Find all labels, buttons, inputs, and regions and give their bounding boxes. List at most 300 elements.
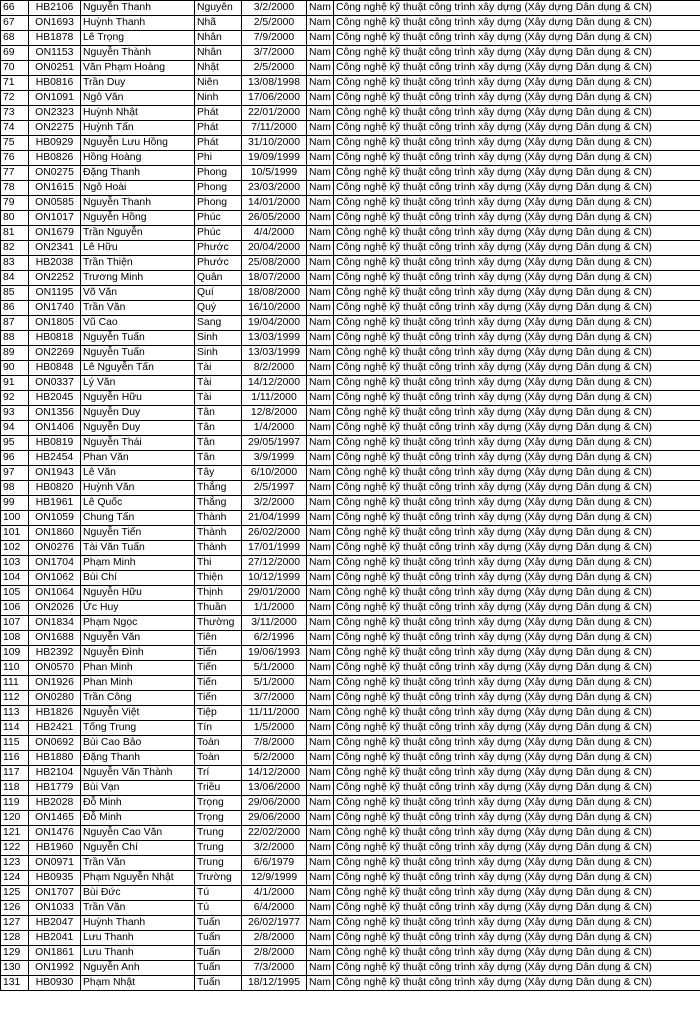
first-name-cell: Tiến [195,661,242,676]
major-cell: Công nghệ kỹ thuật công trình xây dựng (Xây dựng Dân dụng & CN) [334,826,700,841]
table-row [1,151,700,166]
student-code-cell: HB0848 [29,361,81,376]
first-name-cell: Tân [195,451,242,466]
gender-cell: Nam [307,271,334,286]
birth-date-cell: 5/1/2000 [242,661,307,676]
first-name-cell: Nguyên [195,1,242,16]
student-code-cell: ON1707 [29,886,81,901]
table-row [1,556,700,571]
row-number-cell: 72 [1,91,29,106]
student-code-cell: HB0935 [29,871,81,886]
gender-cell: Nam [307,436,334,451]
table-row [1,736,700,751]
major-cell: Công nghệ kỹ thuật công trình xây dựng (Xây dựng Dân dụng & CN) [334,286,700,301]
birth-date-cell: 6/2/1996 [242,631,307,646]
first-name-cell: Tuấn [195,931,242,946]
table-row [1,481,700,496]
major-cell: Công nghệ kỹ thuật công trình xây dựng (Xây dựng Dân dụng & CN) [334,391,700,406]
last-name-cell: Tống Trung [81,721,195,736]
last-name-cell: Trần Văn [81,856,195,871]
gender-cell: Nam [307,976,334,991]
major-cell: Công nghệ kỹ thuật công trình xây dựng (Xây dựng Dân dụng & CN) [334,766,700,781]
gender-cell: Nam [307,496,334,511]
row-number-cell: 107 [1,616,29,631]
last-name-cell: Huỳnh Nhật [81,106,195,121]
table-row [1,286,700,301]
last-name-cell: Nguyễn Văn Thành [81,766,195,781]
last-name-cell: Nguyễn Hữu [81,391,195,406]
student-code-cell: ON1693 [29,16,81,31]
gender-cell: Nam [307,151,334,166]
major-cell: Công nghệ kỹ thuật công trình xây dựng (Xây dựng Dân dụng & CN) [334,616,700,631]
major-cell: Công nghệ kỹ thuật công trình xây dựng (Xây dựng Dân dụng & CN) [334,691,700,706]
table-row [1,646,700,661]
student-code-cell: HB2038 [29,256,81,271]
birth-date-cell: 10/12/1999 [242,571,307,586]
last-name-cell: Nguyễn Tuấn [81,346,195,361]
row-number-cell: 116 [1,751,29,766]
first-name-cell: Tuấn [195,961,242,976]
last-name-cell: Lê Nguyễn Tấn [81,361,195,376]
first-name-cell: Toàn [195,751,242,766]
gender-cell: Nam [307,901,334,916]
major-cell: Công nghệ kỹ thuật công trình xây dựng (Xây dựng Dân dụng & CN) [334,466,700,481]
gender-cell: Nam [307,391,334,406]
row-number-cell: 69 [1,46,29,61]
table-row [1,796,700,811]
gender-cell: Nam [307,886,334,901]
major-cell: Công nghệ kỹ thuật công trình xây dựng (Xây dựng Dân dụng & CN) [334,781,700,796]
table-row [1,706,700,721]
row-number-cell: 79 [1,196,29,211]
birth-date-cell: 2/5/2000 [242,16,307,31]
last-name-cell: Vũ Cao [81,316,195,331]
birth-date-cell: 7/11/2000 [242,121,307,136]
last-name-cell: Nguyễn Tiến [81,526,195,541]
student-code-cell: ON2341 [29,241,81,256]
first-name-cell: Phát [195,136,242,151]
last-name-cell: Nguyễn Hữu [81,586,195,601]
first-name-cell: Thắng [195,481,242,496]
birth-date-cell: 19/04/2000 [242,316,307,331]
first-name-cell: Quân [195,271,242,286]
last-name-cell: Ngô Văn [81,91,195,106]
student-code-cell: HB0930 [29,976,81,991]
row-number-cell: 78 [1,181,29,196]
major-cell: Công nghệ kỹ thuật công trình xây dựng (Xây dựng Dân dụng & CN) [334,151,700,166]
table-row [1,241,700,256]
first-name-cell: Niên [195,76,242,91]
birth-date-cell: 6/10/2000 [242,466,307,481]
major-cell: Công nghệ kỹ thuật công trình xây dựng (Xây dựng Dân dụng & CN) [334,601,700,616]
last-name-cell: Trần Thiện [81,256,195,271]
table-row [1,496,700,511]
birth-date-cell: 6/4/2000 [242,901,307,916]
first-name-cell: Thành [195,541,242,556]
first-name-cell: Trung [195,826,242,841]
gender-cell: Nam [307,631,334,646]
first-name-cell: Tiến [195,646,242,661]
student-code-cell: ON1195 [29,286,81,301]
table-row [1,751,700,766]
first-name-cell: Tài [195,376,242,391]
student-code-cell: HB1878 [29,31,81,46]
row-number-cell: 80 [1,211,29,226]
birth-date-cell: 13/08/1998 [242,76,307,91]
student-code-cell: ON1679 [29,226,81,241]
row-number-cell: 122 [1,841,29,856]
birth-date-cell: 4/1/2000 [242,886,307,901]
last-name-cell: Phan Văn [81,451,195,466]
gender-cell: Nam [307,451,334,466]
major-cell: Công nghệ kỹ thuật công trình xây dựng (Xây dựng Dân dụng & CN) [334,1,700,16]
major-cell: Công nghệ kỹ thuật công trình xây dựng (Xây dựng Dân dụng & CN) [334,706,700,721]
table-row [1,316,700,331]
birth-date-cell: 17/06/2000 [242,91,307,106]
major-cell: Công nghệ kỹ thuật công trình xây dựng (Xây dựng Dân dụng & CN) [334,196,700,211]
table-row [1,196,700,211]
birth-date-cell: 31/10/2000 [242,136,307,151]
table-row [1,826,700,841]
last-name-cell: Nguyễn Lưu Hồng [81,136,195,151]
table-row [1,721,700,736]
student-code-cell: HB2045 [29,391,81,406]
student-code-cell: ON2252 [29,271,81,286]
major-cell: Công nghệ kỹ thuật công trình xây dựng (Xây dựng Dân dụng & CN) [334,961,700,976]
student-code-cell: ON1059 [29,511,81,526]
last-name-cell: Bùi Chí [81,571,195,586]
last-name-cell: Nguyễn Thanh [81,1,195,16]
table-row [1,16,700,31]
student-code-cell: ON0251 [29,61,81,76]
row-number-cell: 91 [1,376,29,391]
gender-cell: Nam [307,556,334,571]
first-name-cell: Trí [195,766,242,781]
gender-cell: Nam [307,241,334,256]
gender-cell: Nam [307,301,334,316]
birth-date-cell: 21/04/1999 [242,511,307,526]
row-number-cell: 125 [1,886,29,901]
major-cell: Công nghệ kỹ thuật công trình xây dựng (Xây dựng Dân dụng & CN) [334,346,700,361]
row-number-cell: 127 [1,916,29,931]
table-row [1,1,700,16]
first-name-cell: Trung [195,841,242,856]
table-row [1,331,700,346]
major-cell: Công nghệ kỹ thuật công trình xây dựng (Xây dựng Dân dụng & CN) [334,316,700,331]
birth-date-cell: 2/8/2000 [242,946,307,961]
major-cell: Công nghệ kỹ thuật công trình xây dựng (Xây dựng Dân dụng & CN) [334,721,700,736]
birth-date-cell: 3/7/2000 [242,46,307,61]
first-name-cell: Quý [195,301,242,316]
table-row [1,841,700,856]
birth-date-cell: 7/3/2000 [242,961,307,976]
major-cell: Công nghệ kỹ thuật công trình xây dựng (Xây dựng Dân dụng & CN) [334,166,700,181]
birth-date-cell: 20/04/2000 [242,241,307,256]
last-name-cell: Lê Văn [81,466,195,481]
gender-cell: Nam [307,511,334,526]
student-code-cell: HB0826 [29,151,81,166]
table-row [1,511,700,526]
gender-cell: Nam [307,781,334,796]
major-cell: Công nghệ kỹ thuật công trình xây dựng (Xây dựng Dân dụng & CN) [334,556,700,571]
first-name-cell: Thành [195,526,242,541]
gender-cell: Nam [307,361,334,376]
student-code-cell: HB1779 [29,781,81,796]
last-name-cell: Lưu Thanh [81,931,195,946]
row-number-cell: 86 [1,301,29,316]
last-name-cell: Nguyễn Duy [81,421,195,436]
birth-date-cell: 26/02/2000 [242,526,307,541]
student-code-cell: HB2106 [29,1,81,16]
birth-date-cell: 16/10/2000 [242,301,307,316]
row-number-cell: 121 [1,826,29,841]
last-name-cell: Nguyễn Hồng [81,211,195,226]
row-number-cell: 108 [1,631,29,646]
major-cell: Công nghệ kỹ thuật công trình xây dựng (Xây dựng Dân dụng & CN) [334,496,700,511]
table-row [1,571,700,586]
last-name-cell: Nguyễn Duy [81,406,195,421]
major-cell: Công nghệ kỹ thuật công trình xây dựng (Xây dựng Dân dụng & CN) [334,421,700,436]
table-row [1,136,700,151]
gender-cell: Nam [307,916,334,931]
last-name-cell: Ức Huy [81,601,195,616]
table-row [1,856,700,871]
table-row [1,616,700,631]
first-name-cell: Phước [195,256,242,271]
gender-cell: Nam [307,331,334,346]
student-code-cell: ON0280 [29,691,81,706]
row-number-cell: 90 [1,361,29,376]
birth-date-cell: 22/02/2000 [242,826,307,841]
last-name-cell: Lưu Thanh [81,946,195,961]
gender-cell: Nam [307,466,334,481]
gender-cell: Nam [307,286,334,301]
last-name-cell: Nguyễn Anh [81,961,195,976]
student-code-cell: HB2392 [29,646,81,661]
last-name-cell: Phạm Nguyễn Nhật [81,871,195,886]
last-name-cell: Trương Minh [81,271,195,286]
row-number-cell: 115 [1,736,29,751]
student-code-cell: ON1017 [29,211,81,226]
gender-cell: Nam [307,766,334,781]
row-number-cell: 110 [1,661,29,676]
first-name-cell: Phong [195,181,242,196]
row-number-cell: 129 [1,946,29,961]
last-name-cell: Lê Hữu [81,241,195,256]
birth-date-cell: 6/6/1979 [242,856,307,871]
major-cell: Công nghệ kỹ thuật công trình xây dựng (Xây dựng Dân dụng & CN) [334,181,700,196]
gender-cell: Nam [307,106,334,121]
last-name-cell: Đỗ Minh [81,796,195,811]
birth-date-cell: 22/01/2000 [242,106,307,121]
major-cell: Công nghệ kỹ thuật công trình xây dựng (Xây dựng Dân dụng & CN) [334,376,700,391]
row-number-cell: 130 [1,961,29,976]
major-cell: Công nghệ kỹ thuật công trình xây dựng (Xây dựng Dân dụng & CN) [334,811,700,826]
table-row [1,631,700,646]
major-cell: Công nghệ kỹ thuật công trình xây dựng (Xây dựng Dân dụng & CN) [334,586,700,601]
row-number-cell: 89 [1,346,29,361]
major-cell: Công nghệ kỹ thuật công trình xây dựng (Xây dựng Dân dụng & CN) [334,241,700,256]
row-number-cell: 128 [1,931,29,946]
table-row [1,976,700,991]
row-number-cell: 105 [1,586,29,601]
student-code-cell: ON1062 [29,571,81,586]
first-name-cell: Sinh [195,346,242,361]
first-name-cell: Thuần [195,601,242,616]
table-row [1,211,700,226]
last-name-cell: Nguyễn Cao Văn [81,826,195,841]
table-row [1,31,700,46]
last-name-cell: Huỳnh Tấn [81,121,195,136]
major-cell: Công nghệ kỹ thuật công trình xây dựng (Xây dựng Dân dụng & CN) [334,526,700,541]
first-name-cell: Phát [195,106,242,121]
row-number-cell: 103 [1,556,29,571]
row-number-cell: 118 [1,781,29,796]
birth-date-cell: 1/5/2000 [242,721,307,736]
row-number-cell: 94 [1,421,29,436]
student-code-cell: HB0818 [29,331,81,346]
major-cell: Công nghệ kỹ thuật công trình xây dựng (Xây dựng Dân dụng & CN) [334,76,700,91]
gender-cell: Nam [307,406,334,421]
major-cell: Công nghệ kỹ thuật công trình xây dựng (Xây dựng Dân dụng & CN) [334,676,700,691]
student-code-cell: HB1961 [29,496,81,511]
student-code-cell: HB0819 [29,436,81,451]
table-row [1,166,700,181]
major-cell: Công nghệ kỹ thuật công trình xây dựng (Xây dựng Dân dụng & CN) [334,871,700,886]
table-row [1,781,700,796]
student-code-cell: HB1960 [29,841,81,856]
student-code-cell: HB2104 [29,766,81,781]
table-row [1,661,700,676]
table-row [1,121,700,136]
birth-date-cell: 18/08/2000 [242,286,307,301]
table-row [1,676,700,691]
major-cell: Công nghệ kỹ thuật công trình xây dựng (Xây dựng Dân dụng & CN) [334,856,700,871]
student-code-cell: ON2275 [29,121,81,136]
birth-date-cell: 1/4/2000 [242,421,307,436]
row-number-cell: 106 [1,601,29,616]
birth-date-cell: 10/5/1999 [242,166,307,181]
student-code-cell: ON1091 [29,91,81,106]
birth-date-cell: 2/5/2000 [242,61,307,76]
first-name-cell: Tuấn [195,916,242,931]
last-name-cell: Nguyễn Đình [81,646,195,661]
table-row [1,586,700,601]
birth-date-cell: 13/03/1999 [242,331,307,346]
last-name-cell: Phạm Nhật [81,976,195,991]
last-name-cell: Võ Văn [81,286,195,301]
row-number-cell: 81 [1,226,29,241]
table-row [1,946,700,961]
major-cell: Công nghệ kỹ thuật công trình xây dựng (Xây dựng Dân dụng & CN) [334,541,700,556]
table-row [1,91,700,106]
student-code-cell: ON1064 [29,586,81,601]
first-name-cell: Phúc [195,226,242,241]
row-number-cell: 93 [1,406,29,421]
row-number-cell: 82 [1,241,29,256]
gender-cell: Nam [307,421,334,436]
table-row [1,376,700,391]
first-name-cell: Triều [195,781,242,796]
last-name-cell: Ngô Hoài [81,181,195,196]
table-row [1,46,700,61]
birth-date-cell: 11/11/2000 [242,706,307,721]
birth-date-cell: 3/2/2000 [242,1,307,16]
birth-date-cell: 27/12/2000 [242,556,307,571]
first-name-cell: Trung [195,856,242,871]
major-cell: Công nghệ kỹ thuật công trình xây dựng (Xây dựng Dân dụng & CN) [334,571,700,586]
gender-cell: Nam [307,751,334,766]
table-row [1,436,700,451]
student-code-cell: ON0570 [29,661,81,676]
row-number-cell: 131 [1,976,29,991]
gender-cell: Nam [307,31,334,46]
last-name-cell: Chung Tấn [81,511,195,526]
table-row [1,181,700,196]
last-name-cell: Lý Văn [81,376,195,391]
major-cell: Công nghệ kỹ thuật công trình xây dựng (Xây dựng Dân dụng & CN) [334,646,700,661]
first-name-cell: Tín [195,721,242,736]
gender-cell: Nam [307,526,334,541]
major-cell: Công nghệ kỹ thuật công trình xây dựng (Xây dựng Dân dụng & CN) [334,511,700,526]
last-name-cell: Đỗ Minh [81,811,195,826]
table-row [1,421,700,436]
gender-cell: Nam [307,376,334,391]
birth-date-cell: 2/8/2000 [242,931,307,946]
gender-cell: Nam [307,646,334,661]
major-cell: Công nghệ kỹ thuật công trình xây dựng (Xây dựng Dân dụng & CN) [334,211,700,226]
last-name-cell: Phạm Minh [81,556,195,571]
table-row [1,346,700,361]
table-row [1,541,700,556]
birth-date-cell: 29/06/2000 [242,796,307,811]
last-name-cell: Hồng Hoàng [81,151,195,166]
row-number-cell: 126 [1,901,29,916]
student-code-cell: ON2269 [29,346,81,361]
major-cell: Công nghệ kỹ thuật công trình xây dựng (Xây dựng Dân dụng & CN) [334,331,700,346]
row-number-cell: 76 [1,151,29,166]
first-name-cell: Phong [195,166,242,181]
birth-date-cell: 4/4/2000 [242,226,307,241]
first-name-cell: Tuấn [195,976,242,991]
gender-cell: Nam [307,166,334,181]
first-name-cell: Trọng [195,811,242,826]
first-name-cell: Tài [195,361,242,376]
gender-cell: Nam [307,196,334,211]
major-cell: Công nghệ kỹ thuật công trình xây dựng (Xây dựng Dân dụng & CN) [334,481,700,496]
first-name-cell: Tân [195,436,242,451]
gender-cell: Nam [307,961,334,976]
first-name-cell: Sinh [195,331,242,346]
major-cell: Công nghệ kỹ thuật công trình xây dựng (Xây dựng Dân dụng & CN) [334,271,700,286]
first-name-cell: Phong [195,196,242,211]
birth-date-cell: 26/02/1977 [242,916,307,931]
row-number-cell: 120 [1,811,29,826]
birth-date-cell: 13/03/1999 [242,346,307,361]
row-number-cell: 92 [1,391,29,406]
student-code-cell: ON1153 [29,46,81,61]
first-name-cell: Ninh [195,91,242,106]
row-number-cell: 101 [1,526,29,541]
birth-date-cell: 29/05/1997 [242,436,307,451]
table-row [1,691,700,706]
gender-cell: Nam [307,946,334,961]
last-name-cell: Nguyễn Chí [81,841,195,856]
student-code-cell: ON0585 [29,196,81,211]
first-name-cell: Trường [195,871,242,886]
last-name-cell: Tài Văn Tuấn [81,541,195,556]
major-cell: Công nghệ kỹ thuật công trình xây dựng (Xây dựng Dân dụng & CN) [334,661,700,676]
